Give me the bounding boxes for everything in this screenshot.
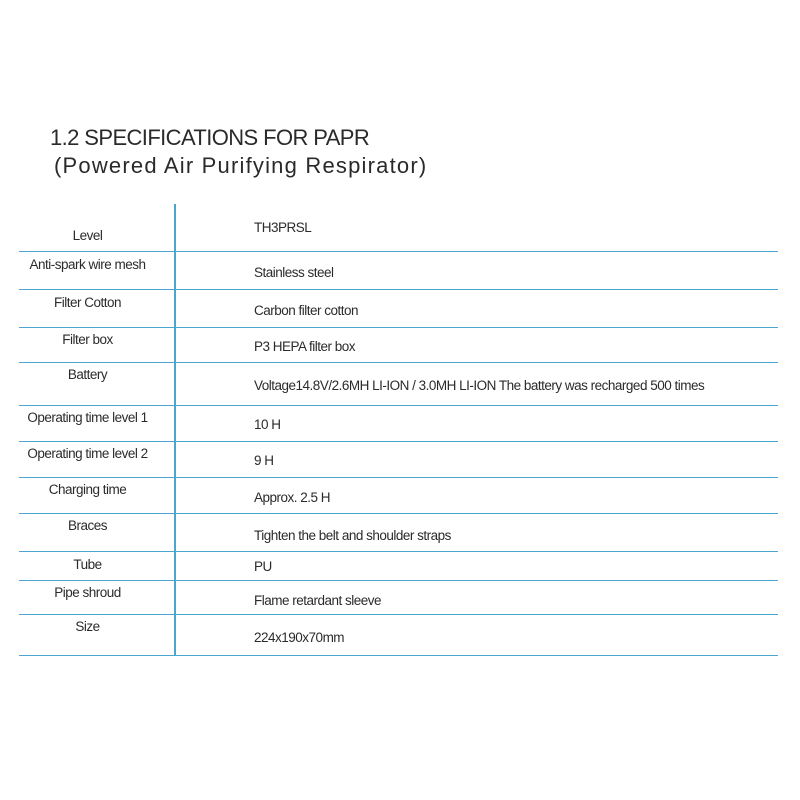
row-label: Braces — [67, 518, 108, 533]
row-label: Filter box — [62, 332, 113, 347]
table-row-size — [19, 615, 778, 656]
table-row-op-time-1 — [19, 406, 778, 442]
row-value: Approx. 2.5 H — [254, 490, 331, 505]
row-value: Voltage14.8V/2.6MH LI-ION / 3.0MH LI-ION The battery was recharged 500 times — [254, 378, 705, 393]
row-value: 10 H — [254, 417, 281, 432]
row-label: Size — [75, 619, 100, 634]
table-row-charging-time — [19, 478, 778, 514]
row-value: Flame retardant sleeve — [254, 593, 382, 608]
table-row-anti-spark — [19, 252, 778, 290]
table-row-filter-cotton — [19, 290, 778, 328]
table-row-level — [19, 204, 778, 252]
page-subtitle: (Powered Air Purifying Respirator) — [54, 153, 428, 178]
table-row-braces — [19, 514, 778, 552]
row-label: Tube — [73, 557, 102, 572]
row-value: 9 H — [254, 453, 274, 468]
row-label: Pipe shroud — [54, 585, 121, 600]
row-label: Operating time level 1 — [27, 410, 148, 425]
row-label: Anti-spark wire mesh — [29, 257, 146, 272]
row-label: Filter Cotton — [53, 295, 122, 310]
table-row-filter-box — [19, 328, 778, 363]
table-row-pipe-shroud — [19, 581, 778, 615]
row-value: PU — [254, 559, 272, 574]
row-value: Stainless steel — [254, 265, 334, 280]
table-row-tube — [19, 552, 778, 581]
row-label: Operating time level 2 — [27, 446, 148, 461]
table-row-battery — [19, 363, 778, 406]
row-value: P3 HEPA filter box — [254, 339, 356, 354]
row-label: Level — [72, 228, 103, 243]
row-value: 224x190x70mm — [254, 630, 345, 645]
page-title: 1.2 SPECIFICATIONS FOR PAPR — [50, 125, 370, 150]
table-row-op-time-2 — [19, 442, 778, 478]
row-label: Charging time — [48, 482, 127, 497]
row-value: TH3PRSL — [254, 220, 312, 235]
row-value: Carbon filter cotton — [254, 303, 359, 318]
row-value: Tighten the belt and shoulder straps — [254, 528, 451, 543]
row-label: Battery — [67, 367, 108, 382]
